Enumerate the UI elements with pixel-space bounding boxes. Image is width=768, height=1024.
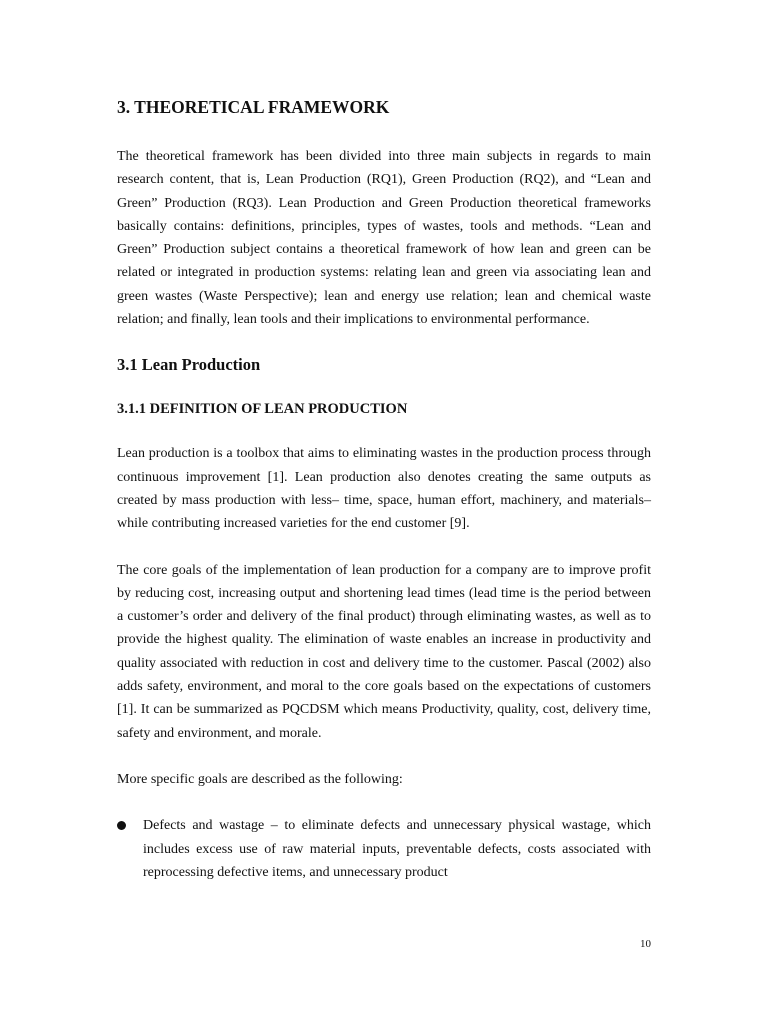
page-content xyxy=(117,96,651,884)
subsection-heading: 3.1 Lean Production xyxy=(117,355,261,375)
subsubsection-heading: 3.1.1 DEFINITION OF LEAN PRODUCTION xyxy=(117,401,408,418)
goals-list xyxy=(117,814,651,884)
body-paragraph: More specific goals are described as the following: xyxy=(117,771,403,787)
section-heading: 3. THEORETICAL FRAMEWORK xyxy=(117,97,390,117)
list-item-text: Defects and wastage – to eliminate defects and unnecessary physical wastage, which includes excess use of raw material inputs, preventable defects, costs associated with reprocessing defective items, and unnecessary product xyxy=(143,818,651,880)
body-paragraph: Lean production is a toolbox that aims to eliminating wastes in the production process through continuous improvement [1]. Lean production also denotes creating the same outputs as created by mass production with less– time, space, human effort, machinery, and materials– while contributing increased varieties for the end customer [9]. xyxy=(117,446,651,532)
list-item xyxy=(117,814,651,884)
body-paragraph: The core goals of the implementation of lean production for a company are to improve profit by reducing cost, increasing output and shortening lead times (lead time is the period between a customer’s order and delivery of the final product) through eliminating wastes, as well as to provide the highest quality. The elimination of waste enables an increase in productivity and quality associated with reduction in cost and delivery time to the customer. Pascal (2002) also adds safety, environment, and moral to the core goals based on the expectations of customers [1]. It can be summarized as PQCDSM which means Productivity, quality, cost, delivery time, safety and environment, and morale. xyxy=(117,562,651,741)
bullet-icon xyxy=(117,821,126,830)
intro-paragraph: The theoretical framework has been divided into three main subjects in regards to main research content, that is, Lean Production (RQ1), Green Production (RQ2), and “Lean and Green” Production (RQ3). Lean Production and Green Production theoretical frameworks basically contains: definitions, principles, types of wastes, tools and methods. “Lean and Green” Production subject contains a theoretical framework of how lean and green can be related or integrated in production systems: relating lean and green via associating lean and green wastes (Waste Perspective); lean and energy use relation; lean and chemical waste relation; and finally, lean tools and their implications to environmental performance. xyxy=(117,149,651,328)
page-number: 10 xyxy=(640,938,651,950)
